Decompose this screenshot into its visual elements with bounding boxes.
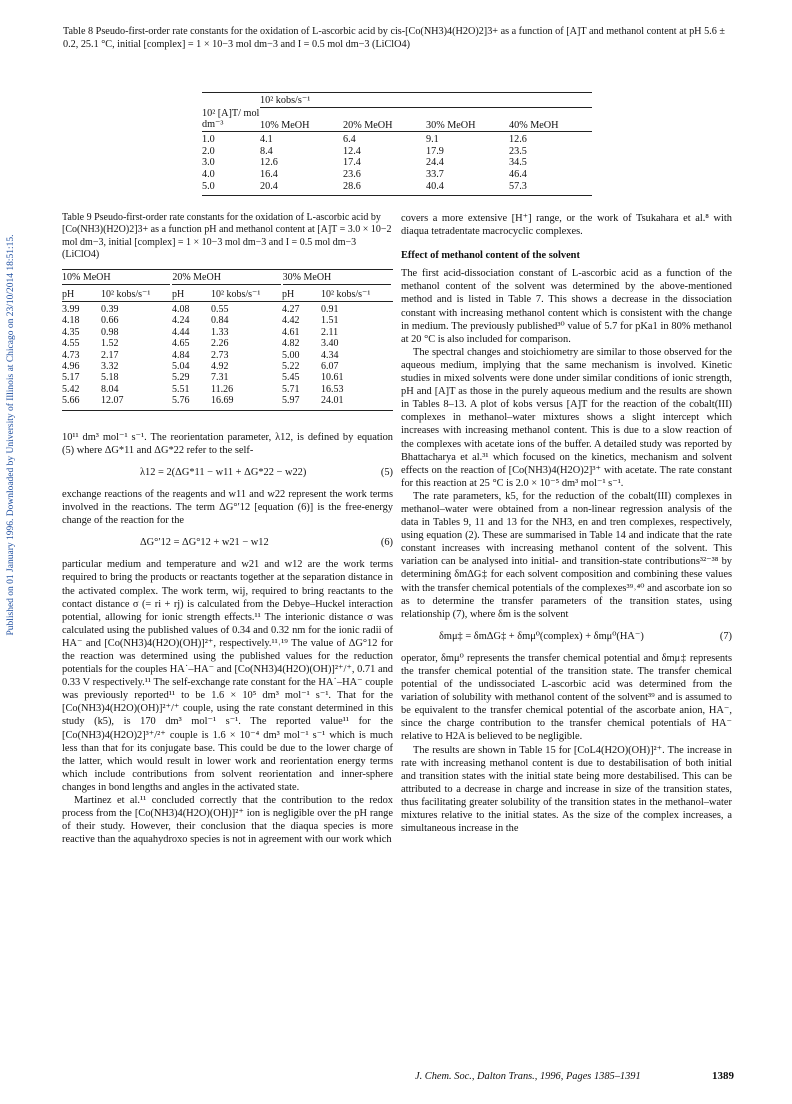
- paragraph: The first acid-dissociation constant of L-ascorbic acid as a function of the methanol content of the solvent was determined by the above-mentioned method and is listed in Table 7. This shows a decrease in the dissociation constant with increasing methanol content which is consistent with the change in medium. The previously published³⁰ value of 5.7 for pKa1 in 80% methanol at 20 °C is also included for comparison.: [401, 268, 732, 345]
- table8-caption: Table 8 Pseudo-first-order rate constants for the oxidation of L-ascorbic acid by cis-[Co(NH3)4(H2O)2]3+ as a function of [A]T and methanol content at pH 5.6 ± 0.2, 25.1 °C, initial [complex] = 1 × 10−3 mol dm−3 and I = 0.5 mol dm−3 (LiClO4): [63, 26, 725, 50]
- paragraph: operator, δmμ⁰ represents the transfer chemical potential and δmμ‡ represents the transfer chemical potential of the transition state. The transfer chemical potential of the undissociated L-ascorbic acid was determined from the variation of solubility with methanol content of the solvent³⁹ and is assumed to be equivalent to the transfer chemical potential of the ascorbate anion, HA⁻, since the charge contribution to the transfer chemical potentials of HA⁻ relative to H2A is believed to be negligible.: [401, 652, 732, 743]
- table9-cell: 5.71: [282, 383, 300, 395]
- paragraph: The results are shown in Table 15 for [CoL4(H2O)(OH)]²⁺. The increase in rate with increasing methanol content is due to destabilisation of both initial and transition states with the initial state being more destabilised. This can be attributed to a decrease in charge and increase in size of the transition states, thus facilitating greater solubility of the transition states in the methanol–water mixtures relative to the initial states. As the size of the complex increases, a simultaneous increase in the: [401, 744, 732, 835]
- table9-cell: 1.51: [321, 315, 339, 327]
- table8: [202, 92, 592, 196]
- table9-cell: 4.55: [62, 338, 80, 350]
- table9-group-header: 20% MeOH: [172, 272, 280, 284]
- right-column: [401, 212, 732, 835]
- table9-cell: 4.61: [282, 326, 300, 338]
- table9-cell: 2.11: [321, 326, 339, 338]
- table9-group-header: 30% MeOH: [283, 272, 391, 284]
- table9-cell: 5.66: [62, 395, 80, 407]
- table9-row: [62, 395, 393, 406]
- table9-row: [62, 350, 393, 361]
- table9-cell: 4.96: [62, 361, 80, 373]
- table8-cell: 12.6: [260, 157, 278, 169]
- table8-cell: 24.4: [426, 157, 444, 169]
- table9-cell: 16.69: [211, 395, 234, 407]
- section-heading: Effect of methanol content of the solvent: [401, 250, 580, 262]
- table9-row: [62, 304, 393, 315]
- table9-cell: 4.24: [172, 315, 190, 327]
- table9-cell: 0.66: [101, 315, 119, 327]
- table9-cell: 0.91: [321, 304, 339, 315]
- table9-cell: 0.39: [101, 304, 119, 315]
- table8-cell: 17.4: [343, 157, 361, 169]
- table9-cell: 4.82: [282, 338, 300, 350]
- left-column: [62, 212, 393, 846]
- table9-cell: 4.65: [172, 338, 190, 350]
- table9-cell: 16.53: [321, 383, 344, 395]
- table8-cell: 57.3: [509, 180, 527, 192]
- table9-cell: 3.40: [321, 338, 339, 350]
- table9-cell: 5.22: [282, 361, 300, 373]
- table9-cell: 4.34: [321, 349, 339, 361]
- table9-cell: 5.97: [282, 395, 300, 407]
- table9-cell: 3.99: [62, 304, 80, 315]
- equation-7: δmμ‡ = δmΔG‡ + δmμ⁰(complex) + δmμ⁰(HA⁻) (7): [439, 630, 732, 642]
- table8-cell: 28.6: [343, 180, 361, 192]
- table9-cell: 12.07: [101, 395, 124, 407]
- paragraph: exchange reactions of the reagents and w11 and w22 represent the work terms involved in the reactions. The term ΔG°′12 [equation (6)] is the free-energy change of the reaction for the: [62, 488, 393, 527]
- table9-cell: 7.31: [211, 372, 229, 384]
- table9-cell: 5.29: [172, 372, 190, 384]
- table9-cell: 11.26: [211, 383, 234, 395]
- table9-cell: 0.84: [211, 315, 229, 327]
- table9-cell: 1.33: [211, 326, 229, 338]
- equation-6: ΔG°′12 = ΔG°12 + w21 − w12 (6): [140, 537, 393, 549]
- table9-cell: 5.00: [282, 349, 300, 361]
- table9-cell: 6.07: [321, 361, 339, 373]
- table8-cell: 3.0: [202, 157, 215, 169]
- table9-cell: 5.04: [172, 361, 190, 373]
- table8-cell: 12.6: [509, 134, 527, 146]
- table9-sub-header: 10² kobs/s⁻¹: [101, 288, 151, 300]
- table8-cell: 9.1: [426, 134, 439, 146]
- table9-cell: 4.35: [62, 326, 80, 338]
- paragraph: Martinez et al.¹¹ concluded correctly that the contribution to the redox process from the [Co(NH3)4(H2O)(OH)]²⁺ ion is negligible over the pH range of their study. However, their conclusion that the diaqua species is more reactive than the aquahydroxo species is not in agreement with our work which: [62, 795, 393, 846]
- table8-cell: 33.7: [426, 168, 444, 180]
- table8-row-header: 10² [A]T/ mol dm⁻³: [202, 107, 260, 131]
- table8-row: [202, 157, 592, 169]
- table8-row: [202, 181, 592, 193]
- table8-cell: 5.0: [202, 180, 215, 192]
- paragraph: 10¹¹ dm³ mol⁻¹ s⁻¹. The reorientation parameter, λ12, is defined by equation (5) where ΔG*11 and ΔG*22 refer to the self-: [62, 431, 393, 456]
- table9-row: [62, 338, 393, 349]
- table8-cell: 23.5: [509, 145, 527, 157]
- table9-row: [62, 361, 393, 372]
- table8-cell: 20.4: [260, 180, 278, 192]
- table9: [62, 269, 393, 410]
- table9-row: [62, 315, 393, 326]
- table9-cell: 1.52: [101, 338, 119, 350]
- table8-col-header: 40% MeOH: [509, 119, 559, 131]
- table8-cell: 1.0: [202, 134, 215, 146]
- table8-span-header: 10² kobs/s⁻¹: [260, 93, 592, 108]
- paragraph: The spectral changes and stoichiometry are similar to those observed for the aqueous medium, implying that the same mechanism is involved. Kinetic studies in mixed solvents were done under similar conditions of ionic strength, pH and [A]T as those in the purely aqueous medium and the results are shown in Tables 8–13. A plot of kobs versus [A]T for the reaction of the cobalt(III) complexes in methanol–water mixtures shows a slight intercept which increases with increasing methanol content. This is due to a slow reaction of the complexes with acetate ions of the buffer. A detailed study was reported by Bhattacharya et al.³¹ which focused on the kinetics, mechanism and solvent effects on the reaction of [Co(NH3)4(H2O)2]³⁺ with acetate. The rate constant for this reaction at 25 °C is 2.0 × 10⁻⁵ dm³ mol⁻¹ s⁻¹.: [401, 346, 732, 489]
- table9-cell: 5.17: [62, 372, 80, 384]
- table9-caption: Table 9 Pseudo-first-order rate constants for the oxidation of L-ascorbic acid by [Co(NH3)(H2O)2]3+ as a function pH and methanol content at [A]T = 3.0 × 10−2 mol dm−3, initial [complex] = 1 × 10−3 mol dm−3 and I = 0.5 mol dm−3 (LiClO4): [62, 212, 392, 260]
- table9-cell: 5.51: [172, 383, 190, 395]
- table9-sub-header: pH: [282, 288, 295, 300]
- table9-cell: 5.42: [62, 383, 80, 395]
- table9-cell: 4.42: [282, 315, 300, 327]
- journal-footer: J. Chem. Soc., Dalton Trans., 1996, Pages 1385–1391: [415, 1071, 641, 1082]
- paragraph: The rate parameters, k5, for the reduction of the cobalt(III) complexes in methanol–water were obtained from a non-linear regression analysis of the data in Tables 9, 11 and 13 for the NH3, en and tren complexes, respectively, using equation (2). These are summarised in Table 14 and indicate that the rate constant increases with increasing methanol content of the solvent. This variation can be analysed into initial- and transition-state contributions³²⁻³⁸ by determining δmΔG‡ for each solvent composition and combining these values with the transfer chemical potentials of the complexes³⁹˒⁴⁰ and ascorbate ion so as to determine the transfer parameters of the transition states, using relationship (7), where δm is the solvent: [401, 490, 732, 620]
- table8-row: [202, 134, 592, 146]
- table8-row: [202, 169, 592, 181]
- table8-cell: 4.0: [202, 168, 215, 180]
- table9-cell: 4.18: [62, 315, 80, 327]
- table9-cell: 0.55: [211, 304, 229, 315]
- page-number: 1389: [712, 1070, 734, 1082]
- table9-group-header: 10% MeOH: [62, 272, 170, 284]
- table8-cell: 2.0: [202, 145, 215, 157]
- table9-cell: 2.17: [101, 349, 119, 361]
- table9-body: [62, 304, 393, 407]
- table9-cell: 2.26: [211, 338, 229, 350]
- table9-cell: 0.98: [101, 326, 119, 338]
- table9-cell: 4.44: [172, 326, 190, 338]
- table9-sub-header: 10² kobs/s⁻¹: [211, 288, 261, 300]
- table9-sub-header: pH: [62, 288, 75, 300]
- table9-cell: 2.73: [211, 349, 229, 361]
- table9-sub-header: pH: [172, 288, 185, 300]
- table8-cell: 23.6: [343, 168, 361, 180]
- table8-cell: 34.5: [509, 157, 527, 169]
- equation-5: λ12 = 2(ΔG*11 − w11 + ΔG*22 − w22) (5): [140, 466, 393, 478]
- table8-cell: 12.4: [343, 145, 361, 157]
- paragraph: particular medium and temperature and w21 and w12 are the work terms required to bring the products or reactants together at the separation distance in the activated complex. The work term, wij, required to bring reactants to the contact distance σ (= ri + rj) is calculated from the Debye–Huckel interaction potential, allowing for ionic strength effects.¹¹ The interionic distance σ was calculated using the published values of 0.34 and 0.32 nm for the ionic radii of HA⁻ and [Co(NH3)4(H2O)(OH)]²⁺, respectively.¹¹˒¹⁹ The value of ΔG°12 for the reaction was determined using the published values for the reduction potentials for the couples HA˙–HA⁻ and [Co(NH3)4(H2O)(OH)]²⁺/⁺, 0.71 and 0.33 V respectively.¹¹ The self-exchange rate constant for the HA˙–HA⁻ couple was previously reported¹¹ to be 1.6 × 10⁵ dm³ mol⁻¹ s⁻¹. That for the [Co(NH3)4(H2O)(OH)]²⁺/⁺ couple, using the rate constant determined in this study (k5), is 170 dm³ mol⁻¹ s⁻¹. The reported value¹¹ for the [Co(NH3)4(H2O)2]³⁺/²⁺ couple is 1.6 × 10⁻⁴ dm³ mol⁻¹ s⁻¹ which is much less than that for its conjugate base. This could be due to the lower charge of the latter, which would result in lower work and reorientation energy terms which include contributions from solvent reorientation and inner-sphere changes in bond lengths and angles in the activated state.: [62, 559, 393, 793]
- table8-cell: 8.4: [260, 145, 273, 157]
- table9-row: [62, 327, 393, 338]
- table9-cell: 3.32: [101, 361, 119, 373]
- table8-cell: 4.1: [260, 134, 273, 146]
- table8-col-header: 20% MeOH: [343, 119, 393, 131]
- table8-cell: 16.4: [260, 168, 278, 180]
- table8-cell: 46.4: [509, 168, 527, 180]
- table8-cell: 6.4: [343, 134, 356, 146]
- table8-body: [202, 132, 592, 196]
- table8-cell: 17.9: [426, 145, 444, 157]
- paragraph: covers a more extensive [H⁺] range, or the work of Tsukahara et al.⁸ with diaqua tetradentate macrocyclic complexes.: [401, 213, 732, 238]
- table9-cell: 8.04: [101, 383, 119, 395]
- table9-cell: 4.08: [172, 304, 190, 315]
- table8-col-header: 30% MeOH: [426, 119, 476, 131]
- download-notice: Published on 01 January 1996. Downloaded by University of Illinois at Chicago on 23/10/2014 18:51:15.: [6, 234, 16, 636]
- table9-cell: 5.76: [172, 395, 190, 407]
- table9-cell: 4.27: [282, 304, 300, 315]
- table9-cell: 5.45: [282, 372, 300, 384]
- table9-cell: 10.61: [321, 372, 344, 384]
- table8-row: [202, 146, 592, 158]
- table9-row: [62, 372, 393, 383]
- table8-cell: 40.4: [426, 180, 444, 192]
- table9-cell: 4.92: [211, 361, 229, 373]
- table8-col-header: 10% MeOH: [260, 119, 310, 131]
- table9-cell: 5.18: [101, 372, 119, 384]
- table9-row: [62, 384, 393, 395]
- table9-cell: 24.01: [321, 395, 344, 407]
- table9-cell: 4.84: [172, 349, 190, 361]
- table9-sub-header: 10² kobs/s⁻¹: [321, 288, 371, 300]
- table9-cell: 4.73: [62, 349, 80, 361]
